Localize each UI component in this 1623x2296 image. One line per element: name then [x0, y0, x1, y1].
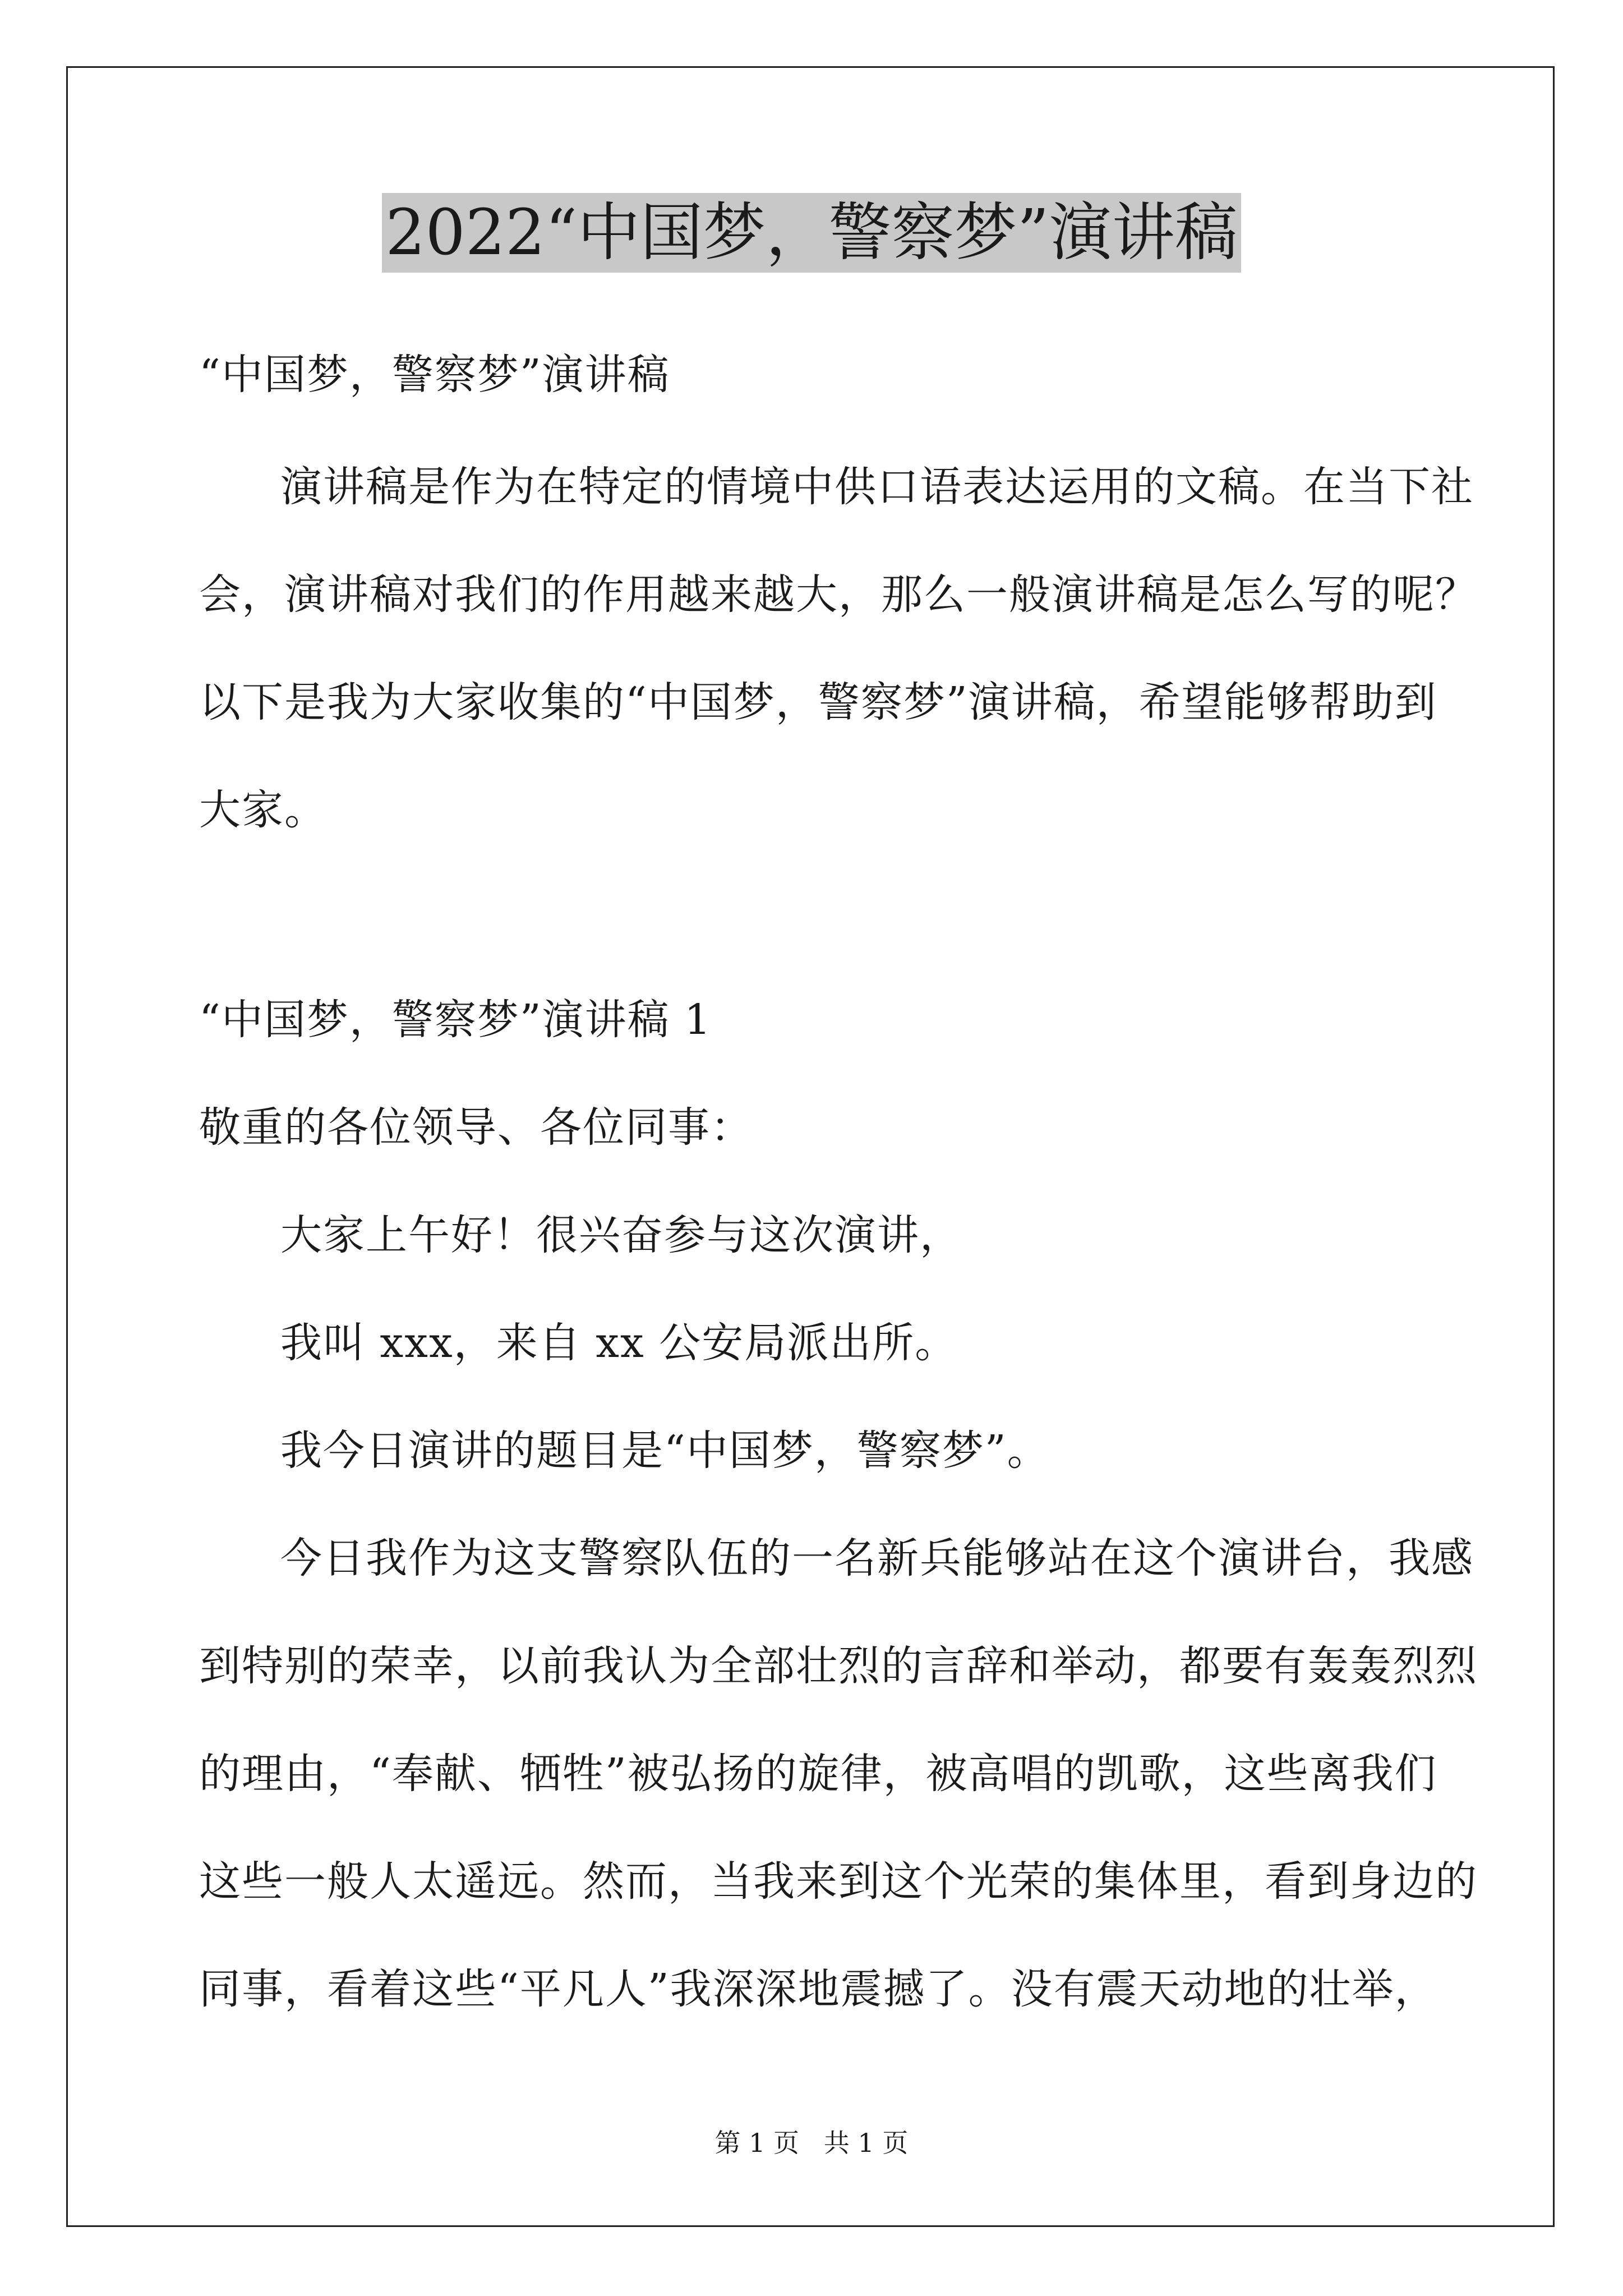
- section-heading: “中国梦，警察梦”演讲稿 1: [199, 996, 712, 1044]
- paragraph-line: 大家上午好！很兴奋参与这次演讲，: [280, 1211, 962, 1259]
- paragraph-line: 演讲稿是作为在特定的情境中供口语表达运用的文稿。在当下社: [280, 463, 1474, 511]
- subtitle-line: “中国梦，警察梦”演讲稿: [199, 351, 670, 399]
- paragraph-line: 的理由，“奉献、牺牲”被弘扬的旋律，被高唱的凯歌，这些离我们: [199, 1750, 1437, 1798]
- paragraph-line: 我今日演讲的题目是“中国梦，警察梦”。: [280, 1427, 1050, 1475]
- page-footer: 第 1 页 共 1 页: [714, 2128, 909, 2158]
- salutation-line: 敬重的各位领导、各位同事：: [199, 1103, 753, 1152]
- paragraph-line: 这些一般人太遥远。然而，当我来到这个光荣的集体里，看到身边的: [199, 1857, 1478, 1906]
- paragraph-line: 我叫 xxx，来自 xx 公安局派出所。: [280, 1319, 958, 1367]
- paragraph-line: 到特别的荣幸，以前我认为全部壮烈的言辞和举动，都要有轰轰烈烈: [199, 1642, 1478, 1690]
- paragraph-line: 今日我作为这支警察队伍的一名新兵能够站在这个演讲台，我感: [280, 1534, 1474, 1582]
- document-title: [0, 191, 1623, 275]
- paragraph-line: 会，演讲稿对我们的作用越来越大，那么一般演讲稿是怎么写的呢？: [199, 570, 1478, 619]
- paragraph-line: 以下是我为大家收集的“中国梦，警察梦”演讲稿，希望能够帮助到: [199, 678, 1437, 726]
- paragraph-line: 大家。: [199, 786, 327, 834]
- paragraph-line: 同事，看着这些“平凡人”我深深地震撼了。没有震天动地的壮举，: [199, 1965, 1437, 2013]
- document-title-text: 2022“中国梦，警察梦”演讲稿: [382, 193, 1241, 273]
